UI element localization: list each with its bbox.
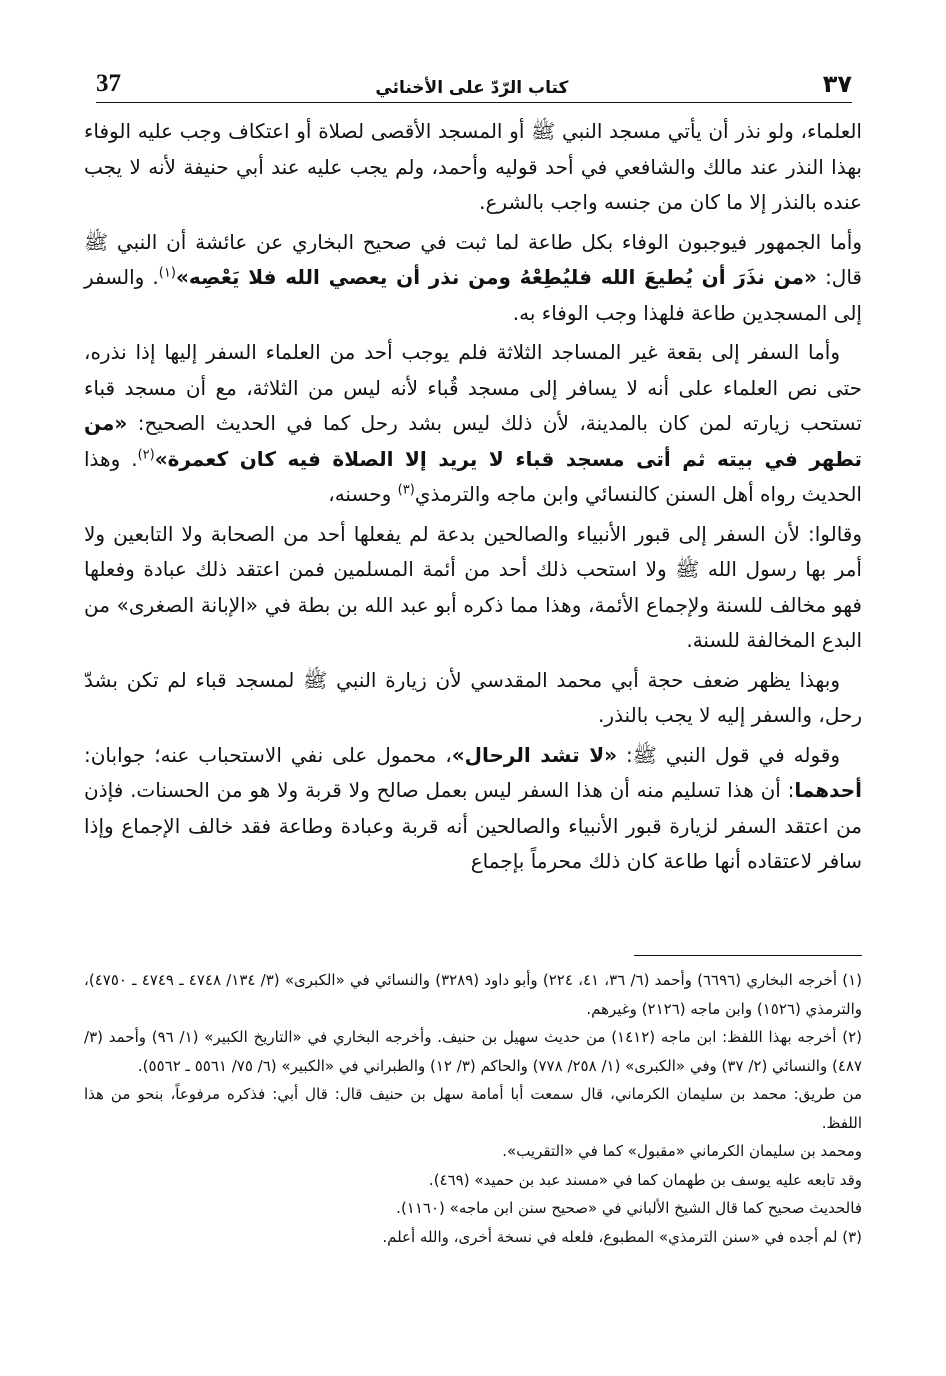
paragraph-5: وبهذا يظهر ضعف حجة أبي محمد المقدسي لأن زيارة النبي ﷺ لمسجد قباء لم تكن بشدّ رحل، والسفر إليه لا يجب بالنذر. bbox=[84, 667, 862, 727]
paragraph-2-text-a: وأما الجمهور فيوجبون الوفاء بكل طاعة لما ثبت في صحيح البخاري عن عائشة أن النبي ﷺ قال: bbox=[84, 229, 862, 289]
main-text bbox=[84, 114, 862, 884]
page-header bbox=[96, 58, 852, 103]
page-number-arabic: ٣٧ bbox=[822, 70, 852, 98]
paragraph-3 bbox=[84, 335, 862, 513]
paragraph-4: وقالوا: لأن السفر إلى قبور الأنبياء والصالحين بدعة لم يفعلها أحد من الصحابة ولا التابعين ولا أمر بها رسول الله ﷺ ولا استحب ذلك أحد من أئمة المسلمين فمن اعتقد ذلك عبادة وفعلها فهو مخالف للسنة ولإجماع الأئمة، وهذا مما ذكره أبو عبد الله بن بطة في «الإبانة الصغرى» من البدع المخالفة للسنة. bbox=[84, 521, 862, 652]
paragraph-6-text-c: : أن هذا تسليم منه أن هذا السفر ليس بعمل صالح ولا قربة ولا هو من الحسنات. فإذن من اعتقد السفر لزيارة قبور الأنبياء والصالحين أنه قربة وعبادة وطاعة فقد خالف الإجماع وإذا سافر لاعتقاده أنها طاعة كان ذلك محرماً بإجماع bbox=[84, 778, 862, 873]
footnote-2-follow: وقد تابعه عليه يوسف بن طهمان كما في «مسند عبد بن حميد» (٤٦٩). bbox=[428, 1170, 862, 1189]
paragraph-2 bbox=[84, 225, 862, 332]
footnote-2: (٢) أخرجه بهذا اللفظ: ابن ماجه (١٤١٢) من حديث سهيل بن حنيف. وأخرجه البخاري في «التاريخ الكبير» (١/ ٩٦) وأحمد (٣/ ٤٨٧) والنسائي (٢/ ٣٧) وفي «الكبرى» (١/ ٢٥٨/ ٧٧٨) والحاكم (٣/ ١٢) والطبراني في «الكبير» (٦/ ٧٥/ ٥٥٦١ ـ ٥٥٦٢). bbox=[84, 1028, 862, 1075]
footnote-2-grade: فالحديث صحيح كما قال الشيخ الألباني في «صحيح سنن ابن ماجه» (١١٦٠). bbox=[396, 1199, 862, 1217]
page-number-latin: 37 bbox=[96, 70, 121, 97]
paragraph-6-text-a: وقوله في قول النبي ﷺ: bbox=[617, 742, 840, 767]
footnote-ref-2: (٢) bbox=[137, 446, 155, 462]
hadith-quote-rihal: «لا تشد الرحال» bbox=[451, 742, 618, 767]
paragraph-6-text-b: ، محمول على نفي الاستحباب عنه؛ جوابان: bbox=[84, 742, 452, 767]
footnote-3: (٣) لم أجده في «سنن الترمذي» المطبوع، فلعله في نسخة أخرى، والله أعلم. bbox=[382, 1227, 862, 1246]
hadith-quote-nadhr: «من نذَرَ أن يُطيعَ الله فليُطِعْهُ ومن نذر أن يعصي الله فلا يَعْصِه» bbox=[175, 265, 817, 289]
footnote-1: (١) أخرجه البخاري (٦٦٩٦) وأحمد (٦/ ٣٦، ٤١، ٢٢٤) وأبو داود (٣٢٨٩) والنسائي في «الكبرى» (٣/ ١٣٤/ ٤٧٤٨ ـ ٤٧٤٩ ـ ٤٧٥٠)، والترمذي (١٥٢٦) وابن ماجه (٢١٢٦) وغيرهم. bbox=[84, 971, 862, 1018]
paragraph-3-text-b: . وهذا الحديث رواه أهل السنن كالنسائي وابن ماجه والترمذي bbox=[84, 446, 862, 506]
paragraph-3-text-a: وأما السفر إلى بقعة غير المساجد الثلاثة فلم يوجب أحد من العلماء السفر إليها إذا نذره، حتى نص العلماء على أنه لا يسافر إلى مسجد قُباء لأنه ليس من الثلاثة، مع أن مسجد قباء تستحب زيارته لمن كان بالمدينة، لأن ذلك ليس بشد رحل كما في الحديث الصحيح: bbox=[84, 340, 862, 435]
hadith-quote-quba: «من تطهر في بيته ثم أتى مسجد قباء لا يريد إلا الصلاة فيه كان كعمرة» bbox=[84, 411, 862, 471]
running-title: كتاب الرّدّ على الأخنائي bbox=[375, 78, 569, 98]
footnotes bbox=[84, 966, 862, 1251]
footnote-ref-1: (١) bbox=[158, 265, 176, 281]
footnote-separator bbox=[634, 955, 862, 956]
footnote-2-narrator: ومحمد بن سليمان الكرماني «مقبول» كما في «التقريب». bbox=[502, 1142, 862, 1160]
paragraph-6 bbox=[84, 738, 862, 880]
answer-label: أحدهما bbox=[794, 778, 862, 802]
paragraph-2-text-b: . والسفر إلى المسجدين طاعة فلهذا وجب الوفاء به. bbox=[84, 265, 862, 325]
footnote-ref-3: (٣) bbox=[397, 482, 415, 498]
paragraph-3-text-c: وحسنه، bbox=[328, 482, 398, 506]
footnote-2-chain: من طريق: محمد بن سليمان الكرماني، قال سمعت أبا أمامة سهل بن حنيف قال: قال أبي: فذكره مرفوعاً، بنحو من هذا اللفظ. bbox=[84, 1085, 862, 1132]
paragraph-1: العلماء، ولو نذر أن يأتي مسجد النبي ﷺ أو المسجد الأقصى لصلاة أو اعتكاف وجب عليه الوفاء بهذا النذر عند مالك والشافعي في أحد قوليه وأحمد، ولم يجب عليه عند أبي حنيفة لأنه لا يجب عنده بالنذر إلا ما كان من جنسه واجب بالشرع. bbox=[84, 119, 862, 214]
